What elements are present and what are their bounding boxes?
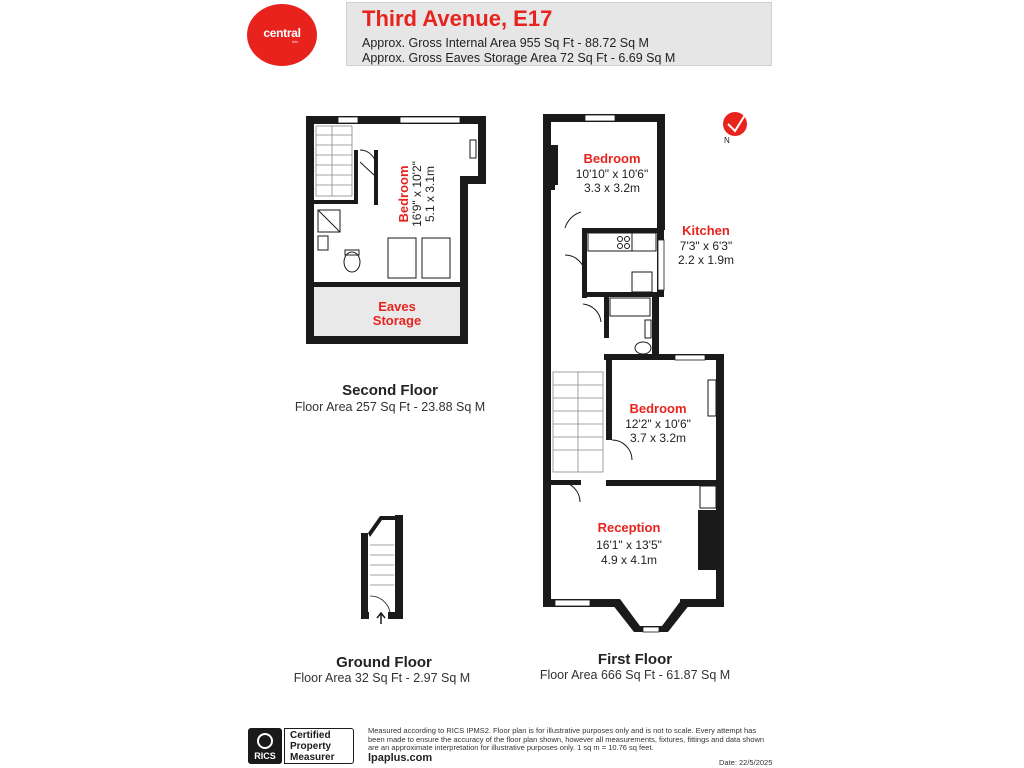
eaves-label-line1: Eaves — [378, 299, 416, 314]
bedroom-mid-dim-metric: 3.7 x 3.2m — [629, 431, 687, 445]
kitchen-dim-metric: 2.2 x 1.9m — [677, 253, 735, 267]
certified-measurer-badge — [284, 728, 354, 764]
ground-floor-plan — [361, 515, 403, 624]
kitchen-name: Kitchen — [682, 223, 730, 238]
reception-name: Reception — [597, 520, 661, 535]
room-name: Bedroom — [396, 165, 411, 223]
compass-label: N — [724, 136, 730, 145]
website-link[interactable]: lpaplus.com — [368, 752, 433, 764]
bedroom-top-dim-metric: 3.3 x 3.2m — [583, 181, 641, 195]
rics-text: RICS — [254, 751, 276, 761]
logo-sub-text: lets — [291, 38, 299, 44]
cert-line2: Property — [290, 741, 332, 752]
ground-floor-area: Floor Area 32 Sq Ft - 2.97 Sq M — [293, 671, 471, 685]
bedroom-top-name: Bedroom — [583, 151, 641, 166]
reception-dim-imperial: 16'1" x 13'5" — [596, 538, 662, 552]
plan-date: Date: 22/5/2025 — [719, 758, 773, 767]
reception-dim-metric: 4.9 x 4.1m — [600, 553, 658, 567]
eaves-label-line2: Storage — [372, 313, 422, 328]
kitchen-dim-imperial: 7'3" x 6'3" — [679, 239, 733, 253]
rics-logo — [248, 728, 282, 764]
compass-icon — [723, 112, 747, 145]
property-title: Third Avenue, E17 — [362, 6, 553, 31]
cert-line1: Certified — [290, 730, 331, 741]
gross-eaves-area: Approx. Gross Eaves Storage Area 72 Sq Ft - 6.69 Sq M — [362, 51, 676, 65]
rics-emblem-icon — [257, 733, 273, 749]
disclaimer-text: Measured according to RICS IPMS2. Floor plan is for illustrative purposes only and is not to scale. Every attempt has been made to ensure the accuracy of the floor plan shown, however all measurements, fixtures, fittings and data shown are an approximate interpretation for illustrative purposes only. 1 sq m = 10.76 sq feet. — [368, 726, 765, 753]
second-floor-bedroom-label — [396, 161, 437, 227]
room-dim-imperial: 16'9" x 10'2" — [410, 161, 424, 227]
logo-brand-text: central — [263, 25, 301, 40]
bedroom-top-dim-imperial: 10'10" x 10'6" — [575, 167, 649, 181]
ground-floor-title: Ground Floor — [336, 654, 432, 671]
gross-internal-area: Approx. Gross Internal Area 955 Sq Ft - 88.72 Sq M — [362, 36, 649, 50]
cert-line3: Measurer — [290, 752, 335, 763]
second-floor-area: Floor Area 257 Sq Ft - 23.88 Sq M — [294, 400, 486, 414]
first-floor-title: First Floor — [597, 651, 673, 668]
second-floor-title: Second Floor — [342, 382, 438, 399]
first-floor-area: Floor Area 666 Sq Ft - 61.87 Sq M — [539, 668, 731, 682]
room-dim-metric: 5.1 x 3.1m — [423, 165, 437, 223]
bedroom-mid-dim-imperial: 12'2" x 10'6" — [625, 417, 691, 431]
bedroom-mid-name: Bedroom — [629, 401, 687, 416]
